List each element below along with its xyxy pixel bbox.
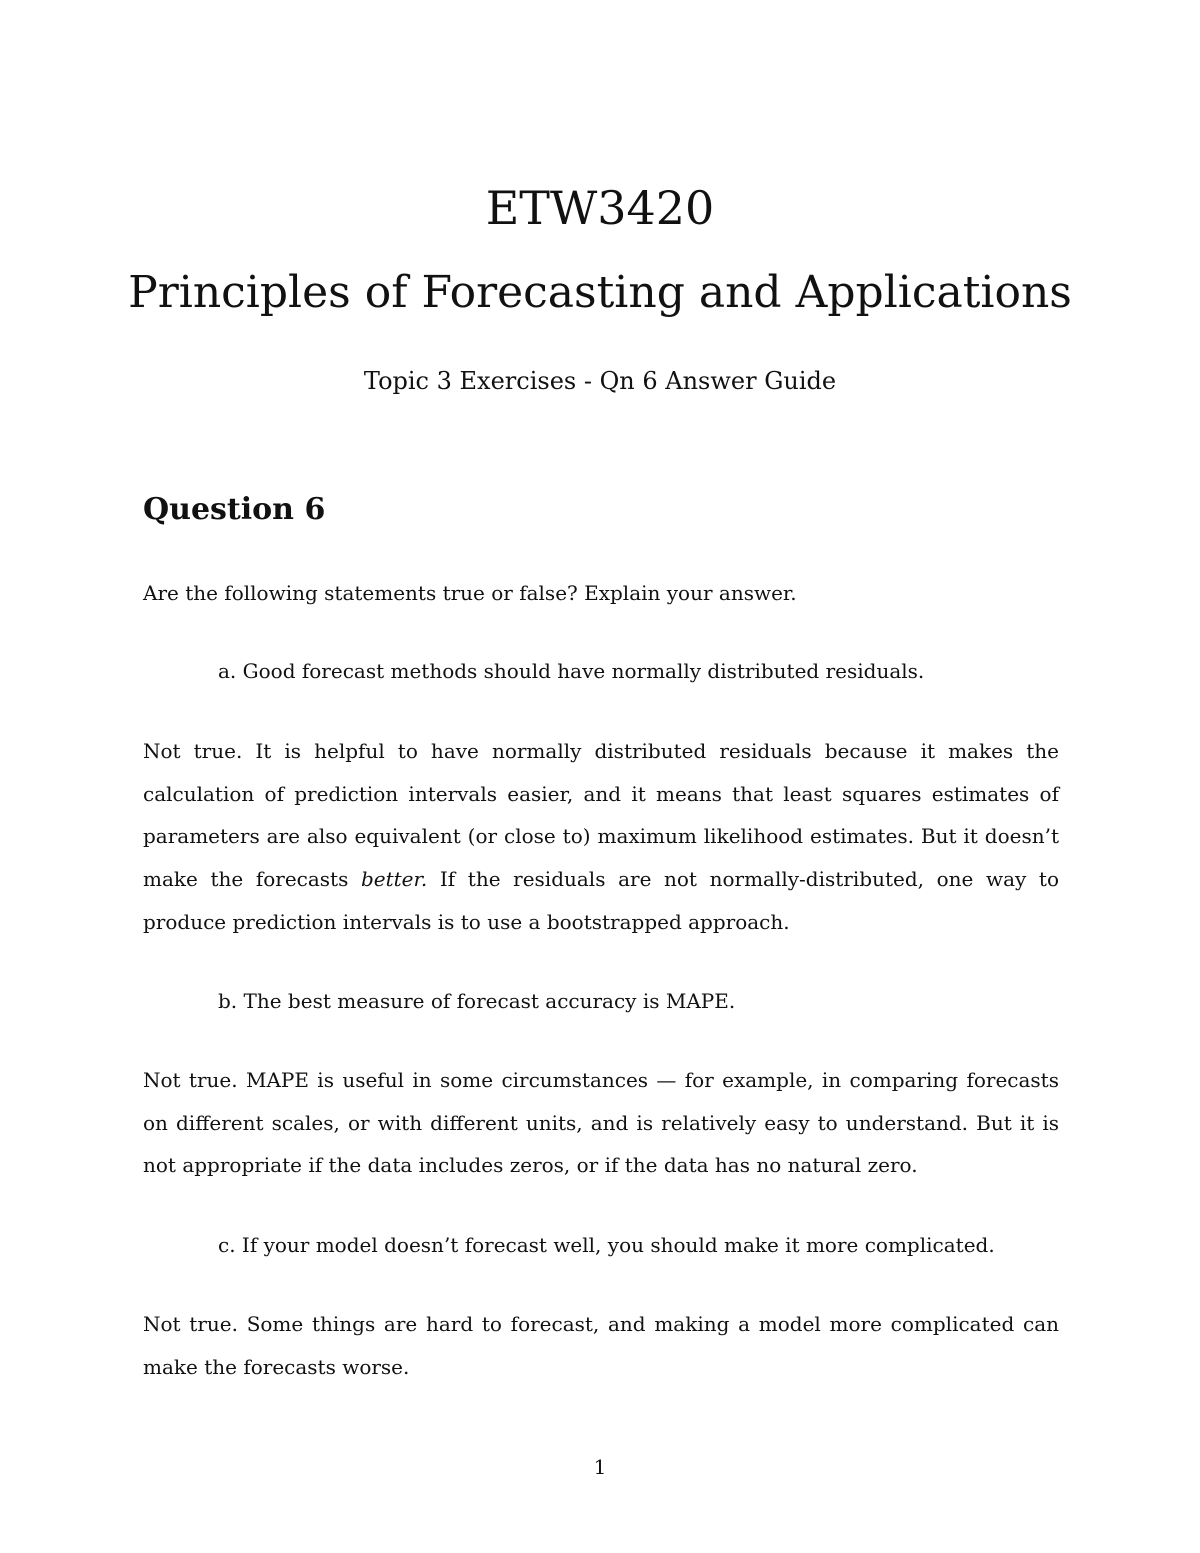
answer-a [143, 730, 1059, 944]
answer-c: Not true. Some things are hard to forecast, and making a model more complicated can make the forecasts worse. [143, 1312, 1059, 1379]
answer-a-emphasis: better. [360, 867, 428, 892]
statement-c: c. If your model doesn’t forecast well, you should make it more complicated. [218, 1233, 995, 1257]
page-number: 1 [593, 1455, 607, 1479]
answer-a-text-start: Not true. It is helpful to have normally distributed residuals because it makes the calculation of prediction intervals easier, and it means that least squares estimates of parameters are also equivalent (or close to) maximum likelihood estimates. But it doesn’t make the forecasts [143, 739, 1059, 892]
course-title: Principles of Forecasting and Applications [128, 267, 1072, 318]
answer-b: Not true. MAPE is useful in some circumstances — for example, in comparing forecasts on different scales, or with different units, and is relatively easy to understand. But it is not appropriate if the data includes zeros, or if the data has no natural zero. [143, 1068, 1059, 1178]
answer-a-text-end: If the residuals are not normally-distributed, one way to produce prediction intervals is to use a bootstrapped approach. [143, 867, 1059, 934]
document-subtitle: Topic 3 Exercises - Qn 6 Answer Guide [363, 367, 837, 395]
question-heading: Question 6 [143, 492, 326, 527]
question-prompt: Are the following statements true or false? Explain your answer. [143, 581, 797, 605]
course-code: ETW3420 [485, 181, 715, 235]
statement-a: a. Good forecast methods should have normally distributed residuals. [218, 659, 925, 683]
statement-b: b. The best measure of forecast accuracy is MAPE. [218, 989, 736, 1013]
